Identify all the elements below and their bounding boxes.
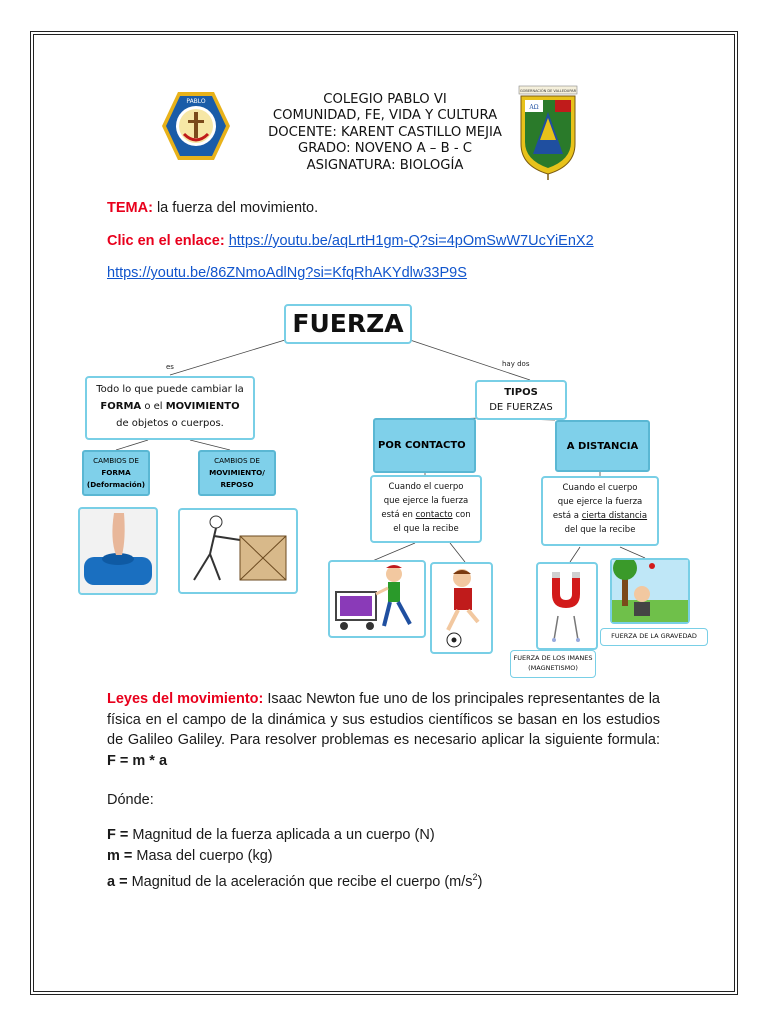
- distancia-node: A DISTANCIA: [555, 420, 650, 472]
- tema-line: [107, 200, 318, 216]
- contacto-description: Cuando el cuerpo que ejerce la fuerza está en contacto con el que la recibe: [370, 475, 482, 543]
- contacto-node: POR CONTACTO: [373, 418, 476, 473]
- link-line-1: [107, 233, 594, 249]
- variable-f: F = Magnitud de la fuerza aplicada a un cuerpo (N): [107, 827, 435, 843]
- cambios-movimiento-node: CAMBIOS DE MOVIMIENTO/ REPOSO: [198, 450, 276, 496]
- gravedad-label: FUERZA DE LA GRAVEDAD: [600, 628, 708, 646]
- edge-label-hay-dos: hay dos: [502, 360, 530, 368]
- tema-label: TEMA:: [107, 200, 153, 216]
- imanes-label: FUERZA DE LOS IMANES (MAGNETISMO): [510, 650, 596, 678]
- concept-map: [70, 300, 710, 680]
- pushing-box-image: [178, 508, 298, 594]
- svg-text:GOBERNACIÓN DE VALLEDUPAR: GOBERNACIÓN DE VALLEDUPAR: [519, 89, 577, 93]
- school-name: COLEGIO PABLO VI: [323, 92, 447, 107]
- tipos-node: TIPOS DE FUERZAS: [475, 380, 567, 420]
- variables-list: [107, 825, 482, 893]
- variable-a: a = Magnitud de la aceleración que recibe el cuerpo $(m/s^2)$: [107, 872, 483, 890]
- leyes-text: Isaac Newton fue uno de los principales representantes de la física en el campo de la dinámica y sus estudios científicos se basan en los estudios de Galileo Galiley. Para resolver problemas es necesario aplicar la siguiente formula:: [107, 691, 660, 748]
- school-header: [240, 92, 530, 174]
- edge-label-es: es: [166, 363, 174, 371]
- svg-text:PABLO: PABLO: [186, 98, 206, 105]
- donde-label: Dónde:: [107, 792, 154, 808]
- distancia-description: Cuando el cuerpo que ejerce la fuerza está a cierta distancia del que la recibe: [541, 476, 659, 546]
- leyes-paragraph: [107, 689, 660, 771]
- deformation-image: [78, 507, 158, 595]
- gravity-image: [610, 558, 690, 624]
- links-label: Clic en el enlace:: [107, 233, 225, 249]
- svg-text:AΩ: AΩ: [529, 104, 539, 111]
- variable-m: m = Masa del cuerpo (kg): [107, 848, 273, 864]
- root-node: FUERZA: [284, 304, 412, 344]
- school-motto: COMUNIDAD, FE, VIDA Y CULTURA: [272, 108, 498, 124]
- definition-line-3: de objetos o cuerpos.: [116, 418, 224, 429]
- shopping-cart-image: [328, 560, 426, 638]
- cambios-forma-node: CAMBIOS DE FORMA (Deformación): [82, 450, 150, 496]
- youtube-link-2[interactable]: https://youtu.be/86ZNmoAdlNg?si=KfqRhAKYdlw33P9S: [107, 265, 467, 281]
- subject-line: ASIGNATURA: BIOLOGÍA: [306, 157, 464, 173]
- definition-line-1: Todo lo que puede cambiar la: [96, 384, 244, 395]
- leyes-label: Leyes del movimiento:: [107, 691, 264, 707]
- school-logo: [160, 90, 232, 162]
- tema-text: la fuerza del movimiento.: [152, 200, 319, 216]
- soccer-kick-image: [430, 562, 493, 654]
- grade-line: GRADO: NOVENO A – B - C: [297, 141, 472, 157]
- definition-node: [85, 376, 255, 440]
- link-line-2: [107, 265, 467, 281]
- teacher-name: DOCENTE: KARENT CASTILLO MEJIA: [268, 124, 502, 140]
- youtube-link-1[interactable]: https://youtu.be/aqLrtH1gm-Q?si=4pOmSwW7UcYiEnX2: [228, 233, 594, 249]
- formula: F = m * a: [107, 752, 168, 769]
- magnet-image: [536, 562, 598, 650]
- definition-line-2: FORMA o el MOVIMIENTO: [100, 401, 240, 412]
